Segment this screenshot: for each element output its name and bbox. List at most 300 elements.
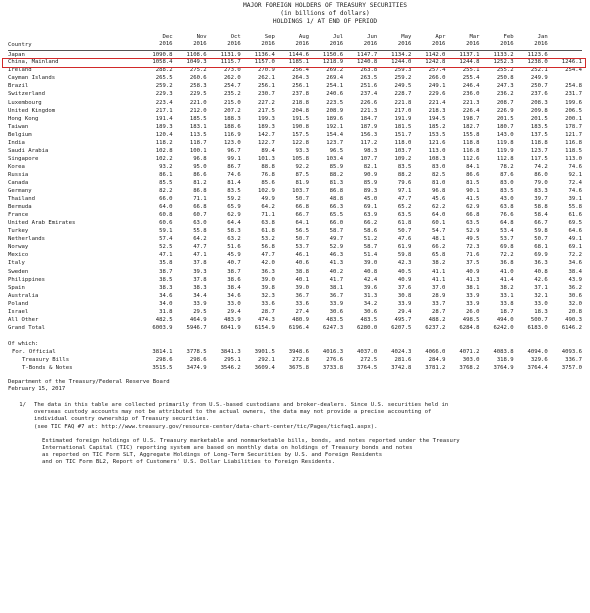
table-cell: 199.6 <box>565 99 582 106</box>
table-row <box>8 236 582 244</box>
table-cell: 85.6 <box>261 180 275 186</box>
table-cell: 182.7 <box>462 123 480 130</box>
table-cell: 32.3 <box>261 292 275 299</box>
table-cell: 47.7 <box>193 244 207 251</box>
table-cell: 116.8 <box>565 139 582 146</box>
table-cell: 199.3 <box>258 115 275 122</box>
table-cell: 1090.8 <box>152 51 173 58</box>
table-row <box>8 268 582 276</box>
table-cell: 60.1 <box>431 220 446 227</box>
table-cell: 5946.7 <box>186 324 207 331</box>
table-cell: 6196.4 <box>288 324 309 331</box>
table-cell: 72.3 <box>466 244 480 251</box>
row-label: Hong Kong <box>8 115 39 122</box>
table-cell: 43.0 <box>500 196 514 203</box>
table-cell: 6242.0 <box>493 324 514 331</box>
footnotes <box>8 402 582 466</box>
table-cell: 221.3 <box>462 99 480 106</box>
table-cell: 154.4 <box>326 131 344 138</box>
table-cell: 207.2 <box>223 107 241 114</box>
column-header-sep-2016: Sep 2016 <box>261 34 275 48</box>
table-row <box>8 179 582 187</box>
row-label: Mexico <box>8 252 29 259</box>
table-cell: 188.6 <box>223 123 241 130</box>
faq-link[interactable]: (see TIC FAQ #7 at: http://www.treasury.gov/resource-center/data-chart-center/tic/Pages/ticfaq1.aspx). <box>34 423 378 430</box>
table-cell: 194.5 <box>428 115 446 122</box>
table-cell: 6183.0 <box>527 324 548 331</box>
row-label: Turkey <box>8 228 29 235</box>
table-cell: 3742.8 <box>391 365 412 372</box>
table-row <box>8 244 582 252</box>
table-cell: 33.9 <box>193 300 207 307</box>
footnote-2: Estimated foreign holdings of U.S. Treasury marketable and nonmarketable bills, bonds, and notes reported under the Treasury International Capital (TIC) reporting system are based on monthly data on holdings of Treasury bonds and notes as reported on TIC Form SLT, Aggregate Holdings of Long-Term Securities by U.S. and Foreign Residents and on TIC Form BL2, Report of Customers' U.S. Dollar Liabilities to Foreign Residents. <box>42 437 460 466</box>
table-cell: 6284.8 <box>459 324 480 331</box>
table-cell: 113.0 <box>565 155 582 162</box>
table-cell: 61.9 <box>397 244 412 251</box>
table-cell: 38.3 <box>159 284 173 291</box>
table-cell: 58.6 <box>363 228 378 235</box>
table-row <box>8 252 582 260</box>
table-cell: 34.2 <box>363 300 378 307</box>
table-cell: 237.8 <box>292 91 309 98</box>
table-cell: 64.6 <box>568 228 582 235</box>
table-cell: 263.5 <box>360 75 378 82</box>
table-cell: 64.2 <box>261 204 275 211</box>
table-cell: 45.6 <box>431 196 446 203</box>
table-cell: 40.2 <box>329 268 344 275</box>
table-cell: 227.2 <box>258 99 275 106</box>
row-label: Netherlands <box>8 236 46 243</box>
table-cell: 96.7 <box>227 147 241 154</box>
table-cell: 1131.9 <box>220 51 241 58</box>
table-cell: 276.6 <box>326 356 344 363</box>
table-cell: 156.3 <box>360 131 378 138</box>
table-cell: 122.8 <box>292 139 309 146</box>
table-cell: 4071.2 <box>459 348 480 355</box>
table-cell: 229.5 <box>189 91 207 98</box>
table-cell: 65.5 <box>329 212 344 219</box>
table-row <box>8 188 582 196</box>
table-cell: 208.9 <box>326 107 344 114</box>
table-cell: 42.0 <box>261 260 275 267</box>
table-cell: 86.7 <box>227 163 241 170</box>
table-cell: 45.9 <box>227 252 241 259</box>
row-label: Philippines <box>8 276 46 283</box>
table-cell: 83.5 <box>227 188 241 195</box>
table-cell: 226.9 <box>496 107 514 114</box>
table-cell: 40.9 <box>397 276 412 283</box>
table-cell: 83.3 <box>534 188 548 195</box>
table-cell: 231.7 <box>565 91 582 98</box>
table-cell: 66.2 <box>431 244 446 251</box>
row-label: Norway <box>8 244 29 251</box>
table-row <box>8 75 582 83</box>
table-cell: 191.9 <box>394 115 412 122</box>
table-cell: 33.6 <box>295 300 309 307</box>
table-cell: 281.6 <box>394 356 412 363</box>
row-label: Israel <box>8 308 29 315</box>
table-cell: 221.3 <box>360 107 378 114</box>
table-cell: 85.5 <box>159 180 173 186</box>
table-cell: 121.7 <box>565 131 582 138</box>
table-cell: 33.9 <box>329 300 344 307</box>
table-cell: 223.5 <box>326 99 344 106</box>
table-cell: 192.1 <box>326 123 344 130</box>
table-cell: 105.8 <box>292 155 309 162</box>
row-label: France <box>8 212 29 219</box>
table-cell: 37.8 <box>193 276 207 283</box>
table-cell: 86.6 <box>466 171 480 178</box>
table-cell: 28.9 <box>431 292 446 299</box>
table-cell: 52.5 <box>159 244 173 251</box>
table-cell: 33.6 <box>261 300 275 307</box>
table-cell: 96.8 <box>193 155 207 162</box>
table-cell: 217.5 <box>258 107 275 114</box>
table-cell: 223.4 <box>155 99 173 106</box>
table-cell: 257.4 <box>428 67 446 74</box>
table-cell: 3764.9 <box>493 365 514 372</box>
table-cell: 30.8 <box>397 292 412 299</box>
row-label: T-Bonds & Notes <box>22 365 73 372</box>
table-cell: 6237.2 <box>425 324 446 331</box>
table-cell: 255.1 <box>462 67 480 74</box>
table-cell: 34.4 <box>193 292 207 299</box>
table-cell: 59.2 <box>227 196 241 203</box>
table-cell: 34.6 <box>227 292 241 299</box>
table-cell: 18.7 <box>500 308 514 315</box>
table-row <box>8 139 582 147</box>
table-cell: 49.1 <box>568 236 582 243</box>
row-label: Taiwan <box>8 123 29 130</box>
table-cell: 254.4 <box>565 67 582 74</box>
table-cell: 116.8 <box>462 147 480 154</box>
table-cell: 34.6 <box>568 260 582 267</box>
table-cell: 69.9 <box>534 252 548 259</box>
table-cell: 41.1 <box>431 276 446 283</box>
table-cell: 217.0 <box>394 107 412 114</box>
table-cell: 33.0 <box>227 300 241 307</box>
table-cell: 229.3 <box>155 91 173 98</box>
table-cell: 6207.5 <box>391 324 412 331</box>
table-cell: 3474.9 <box>186 365 207 372</box>
column-header-jul-2016: Jul 2016 <box>329 34 344 48</box>
table-cell: 259.3 <box>394 67 412 74</box>
table-cell: 41.1 <box>431 268 446 275</box>
table-cell: 40.8 <box>363 268 378 275</box>
table-row <box>8 212 582 220</box>
table-cell: 69.1 <box>363 204 378 211</box>
table-cell: 500.7 <box>530 316 548 323</box>
table-row <box>8 276 582 284</box>
table-cell: 483.5 <box>326 316 344 323</box>
table-row <box>8 228 582 236</box>
release-date: February 15, 2017 <box>8 385 66 392</box>
table-cell: 53.4 <box>500 228 514 235</box>
row-label: United Arab Emirates <box>8 220 76 227</box>
table-cell: 38.4 <box>227 284 241 291</box>
table-cell: 51.2 <box>363 236 378 243</box>
table-cell: 78.2 <box>500 163 514 170</box>
table-cell: 66.8 <box>193 204 207 211</box>
table-cell: 38.8 <box>295 268 309 275</box>
table-cell: 72.2 <box>500 252 514 259</box>
of-which-label: Of which: <box>8 340 39 347</box>
table-cell: 204.8 <box>292 107 309 114</box>
table-cell: 116.9 <box>223 131 241 138</box>
table-cell: 41.7 <box>329 276 344 283</box>
table-cell: 1133.2 <box>493 51 514 58</box>
table-cell: 185.2 <box>428 123 446 130</box>
table-cell: 292.1 <box>258 356 275 363</box>
table-cell: 100.1 <box>189 147 207 154</box>
table-cell: 82.2 <box>159 188 173 195</box>
column-header-apr-2016: Apr 2016 <box>431 34 446 48</box>
table-cell: 249.9 <box>530 75 548 82</box>
table-cell: 93.2 <box>159 163 173 170</box>
table-cell: 76.6 <box>500 212 514 219</box>
footnote-1: The data in this table are collected primarily from U.S.-based custodians and broker-dealers. Since U.S. securities held in overseas custody accounts may not be attributed to the actual owners, the data may not provide a precise accounting of individual country ownership of Treasury securities. (see TIC FAQ #7 at: http://www.treasury.gov/resource-center/data-chart-center/tic/Pages/ticfaq1.aspx). <box>34 402 582 431</box>
table-cell: 40.6 <box>295 260 309 267</box>
row-label: Brazil <box>8 83 29 90</box>
table-cell: 37.0 <box>431 284 446 291</box>
table-cell: 3778.5 <box>186 348 207 355</box>
table-cell: 63.5 <box>466 220 480 227</box>
table-cell: 3901.5 <box>254 348 275 355</box>
table-cell: 3781.2 <box>425 365 446 372</box>
table-cell: 191.5 <box>292 115 309 122</box>
table-cell: 1150.6 <box>322 51 344 58</box>
table-cell: 272.5 <box>360 356 378 363</box>
table-cell: 49.9 <box>261 196 275 203</box>
table-cell: 1137.1 <box>459 51 480 58</box>
table-cell: 56.8 <box>261 244 275 251</box>
table-cell: 336.7 <box>565 356 582 363</box>
table-cell: 155.8 <box>462 131 480 138</box>
table-cell: 18.3 <box>534 308 548 315</box>
table-cell: 89.4 <box>261 147 275 154</box>
table-cell: 1049.3 <box>186 59 207 66</box>
table-cell: 254.7 <box>223 83 241 90</box>
column-header-mar-2016: Mar 2016 <box>466 34 480 48</box>
table-cell: 118.8 <box>462 139 480 146</box>
table-cell: 1218.9 <box>322 59 344 66</box>
table-cell: 255.4 <box>462 75 480 82</box>
table-cell: 32.0 <box>568 300 582 307</box>
table-cell: 480.9 <box>292 316 309 323</box>
holdings-subtitle: HOLDINGS 1/ AT END OF PERIOD <box>272 18 378 26</box>
table-cell: 273.0 <box>223 67 241 74</box>
table-cell: 62.9 <box>227 212 241 219</box>
table-cell: 183.5 <box>530 123 548 130</box>
table-cell: 263.8 <box>360 67 378 74</box>
table-cell: 66.7 <box>534 220 548 227</box>
table-cell: 254.8 <box>565 83 582 90</box>
table-cell: 1136.4 <box>254 51 275 58</box>
table-row <box>8 163 582 171</box>
table-cell: 39.3 <box>193 268 207 275</box>
table-row <box>8 67 582 75</box>
table-cell: 3757.0 <box>561 365 582 372</box>
table-cell: 1244.0 <box>391 59 412 66</box>
column-header-dec-2016: Dec 2016 <box>159 34 173 48</box>
table-row <box>8 155 582 163</box>
table-cell: 71.1 <box>261 212 275 219</box>
table-cell: 51.4 <box>363 252 378 259</box>
table-cell: 1115.7 <box>220 59 241 66</box>
table-cell: 54.7 <box>431 228 446 235</box>
table-cell: 38.1 <box>466 284 480 291</box>
table-cell: 96.5 <box>329 147 344 154</box>
table-cell: 59.8 <box>534 228 548 235</box>
table-cell: 40.8 <box>534 268 548 275</box>
table-cell: 74.6 <box>568 163 582 170</box>
table-cell: 65.2 <box>397 204 412 211</box>
table-cell: 61.8 <box>261 228 275 235</box>
table-cell: 255.2 <box>496 67 514 74</box>
table-cell: 181.5 <box>394 123 412 130</box>
holdings-table-body <box>8 51 582 373</box>
table-cell: 42.6 <box>534 276 548 283</box>
table-cell: 260.6 <box>189 75 207 82</box>
table-row <box>8 147 582 155</box>
table-cell: 46.3 <box>329 252 344 259</box>
column-header-extra <box>548 34 582 49</box>
table-cell: 65.9 <box>227 204 241 211</box>
table-cell: 157.5 <box>292 131 309 138</box>
table-cell: 184.7 <box>360 115 378 122</box>
table-cell: 107.7 <box>360 155 378 162</box>
table-cell: 235.2 <box>223 91 241 98</box>
table-cell: 30.6 <box>568 292 582 299</box>
table-cell: 86.1 <box>159 171 173 178</box>
table-cell: 212.0 <box>189 107 207 114</box>
table-cell: 48.8 <box>329 196 344 203</box>
table-cell: 65.8 <box>431 252 446 259</box>
table-cell: 66.8 <box>466 212 480 219</box>
table-cell: 1058.4 <box>152 59 173 66</box>
table-cell: 60.6 <box>159 220 173 227</box>
column-header-aug-2016: Aug 2016 <box>295 34 309 48</box>
table-cell: 180.7 <box>496 123 514 130</box>
table-cell: 118.8 <box>530 139 548 146</box>
row-label: Spain <box>8 284 25 291</box>
table-cell: 262.0 <box>223 75 241 82</box>
table-cell: 123.7 <box>326 139 344 146</box>
table-cell: 83.5 <box>500 188 514 195</box>
table-cell: 41.5 <box>466 196 480 203</box>
table-cell: 47.1 <box>159 252 173 259</box>
table-cell: 40.5 <box>397 268 412 275</box>
table-cell: 1108.6 <box>186 51 207 58</box>
table-cell: 49.7 <box>329 236 344 243</box>
table-cell: 38.2 <box>500 284 514 291</box>
table-cell: 47.7 <box>261 252 275 259</box>
table-cell: 4093.6 <box>561 348 582 355</box>
table-row <box>8 107 582 115</box>
table-cell: 69.8 <box>500 244 514 251</box>
row-label: For. Official <box>12 348 56 355</box>
table-cell: 1142.0 <box>425 51 446 58</box>
table-cell: 92.1 <box>568 171 582 178</box>
row-label: United Kingdom <box>8 107 56 114</box>
table-titles <box>68 2 582 26</box>
table-row <box>8 324 582 332</box>
row-label: Sweden <box>8 268 29 275</box>
table-cell: 49.5 <box>466 236 480 243</box>
table-cell: 36.3 <box>261 268 275 275</box>
table-row <box>8 308 582 316</box>
table-cell: 119.8 <box>496 139 514 146</box>
table-cell: 269.4 <box>326 75 344 82</box>
table-cell: 229.6 <box>428 91 446 98</box>
row-label: Japan <box>8 51 25 58</box>
table-cell: 151.7 <box>394 131 412 138</box>
table-cell: 189.3 <box>155 123 173 130</box>
table-cell: 1123.6 <box>527 51 548 58</box>
row-label: Switzerland <box>8 91 46 98</box>
table-cell: 1244.8 <box>459 59 480 66</box>
table-cell: 228.7 <box>394 91 412 98</box>
table-cell: 102.9 <box>258 188 275 195</box>
table-cell: 1240.8 <box>357 59 378 66</box>
table-cell: 495.7 <box>394 316 412 323</box>
table-row <box>8 316 582 324</box>
table-cell: 64.0 <box>431 212 446 219</box>
table-row <box>8 91 582 99</box>
table-cell: 3764.5 <box>357 365 378 372</box>
table-cell: 83.5 <box>397 163 412 170</box>
table-cell: 85.9 <box>329 163 344 170</box>
table-cell: 53.7 <box>295 244 309 251</box>
table-cell: 262.1 <box>258 75 275 82</box>
table-cell: 96.8 <box>431 188 446 195</box>
table-cell: 39.0 <box>295 284 309 291</box>
table-cell: 66.0 <box>159 196 173 203</box>
table-cell: 108.3 <box>428 155 446 162</box>
table-cell: 185.5 <box>189 115 207 122</box>
table-cell: 38.2 <box>431 260 446 267</box>
table-cell: 64.8 <box>500 220 514 227</box>
table-cell: 1144.6 <box>288 51 309 58</box>
table-cell: 6146.2 <box>561 324 582 331</box>
table-cell: 189.3 <box>258 123 275 130</box>
table-cell: 28.7 <box>261 308 275 315</box>
column-header-oct-2016: Oct 2016 <box>227 34 241 48</box>
table-cell: 264.3 <box>292 75 309 82</box>
table-cell: 71.6 <box>466 252 480 259</box>
table-row <box>8 365 582 373</box>
table-cell: 85.9 <box>363 180 378 186</box>
table-cell: 52.9 <box>466 228 480 235</box>
table-cell: 37.8 <box>193 260 207 267</box>
table-cell: 81.9 <box>295 180 309 186</box>
table-cell: 254.1 <box>326 83 344 90</box>
table-cell: 74.2 <box>534 163 548 170</box>
table-cell: 40.1 <box>295 276 309 283</box>
table-cell: 57.4 <box>159 236 173 243</box>
table-cell: 483.5 <box>360 316 378 323</box>
units-subtitle: (in billions of dollars) <box>280 10 370 18</box>
table-cell: 187.9 <box>360 123 378 130</box>
table-cell: 82.1 <box>363 163 378 170</box>
table-cell: 63.9 <box>363 212 378 219</box>
table-cell: 37.1 <box>534 284 548 291</box>
table-cell: 483.9 <box>223 316 241 323</box>
table-cell: 288.2 <box>155 67 173 74</box>
table-cell: 206.5 <box>565 107 582 114</box>
table-cell: 58.7 <box>363 244 378 251</box>
row-label: India <box>8 139 25 146</box>
